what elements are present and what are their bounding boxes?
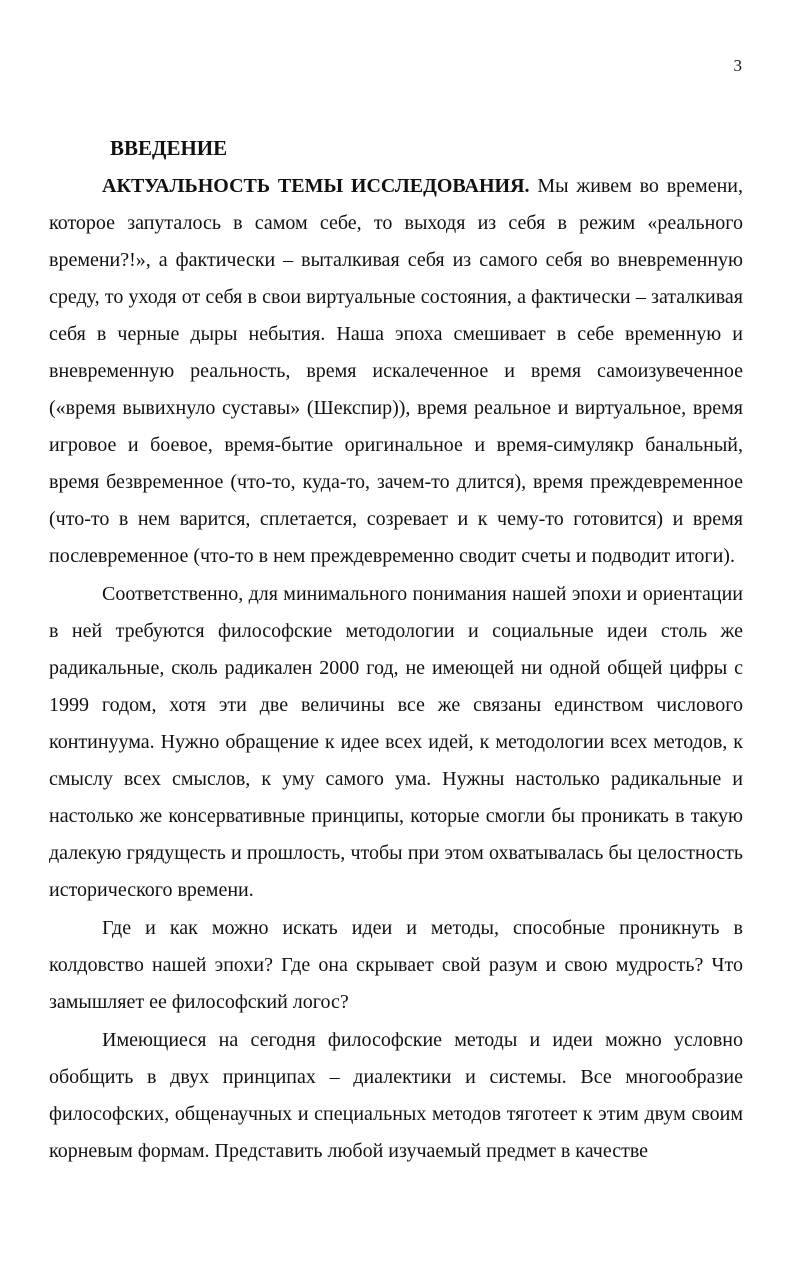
paragraph-1-text: Мы живем во времени, которое запуталось в самом себе, то выходя из себя в режим «реального времени?!», а фактически – выталкивая себя из самого себя во вневременную среду, то уходя от себя в свои виртуальные состояния, а фактически – заталкивая себя в черные дыры небытия. Наша эпоха смешивает в себе временную и вневременную реальность, время искалеченное и время самоизувеченное («время вывихнуло суставы» (Шекспир)), время реальное и виртуальное, время игровое и боевое, время-бытие оригинальное и время-симулякр банальный, время безвременное (что-то, куда-то, зачем-то длится), время преждевременное (что-то в нем варится, сплетается, созревает и к чему-то готовится) и время послевременное (что-то в нем преждевременно сводит счеты и подводит итоги). — [49, 175, 743, 567]
section-heading: ВВЕДЕНИЕ — [110, 136, 228, 160]
lead-heading: АКТУАЛЬНОСТЬ ТЕМЫ ИССЛЕДОВАНИЯ. — [102, 175, 530, 197]
body-text — [49, 168, 743, 1171]
paragraph-3: Где и как можно искать идеи и методы, способные проникнуть в колдовство нашей эпохи? Где она скрывает свой разум и свою мудрость? Что замышляет ее философский логос? — [49, 917, 743, 1013]
page-number: 3 — [733, 56, 742, 75]
paragraph-2: Соответственно, для минимального понимания нашей эпохи и ориентации в ней требуются философские методологии и социальные идеи столь же радикальные, сколь радикален 2000 год, не имеющей ни одной общей цифры с 1999 годом, хотя эти две величины все же связаны единством числового континуума. Нужно обращение к идее всех идей, к методологии всех методов, к смыслу всех смыслов, к уму самого ума. Нужны настолько радикальные и настолько же консервативные принципы, которые смогли бы проникать в такую далекую грядущесть и прошлость, чтобы при этом охватывалась бы целостность исторического времени. — [49, 583, 743, 901]
paragraph-4: Имеющиеся на сегодня философские методы и идеи можно условно обобщить в двух принципах – диалектики и системы. Все многообразие философских, общенаучных и специальных методов тяготеет к этим двум своим корневым формам. Представить любой изучаемый предмет в качестве — [49, 1029, 743, 1162]
paragraph-1 — [49, 168, 743, 575]
